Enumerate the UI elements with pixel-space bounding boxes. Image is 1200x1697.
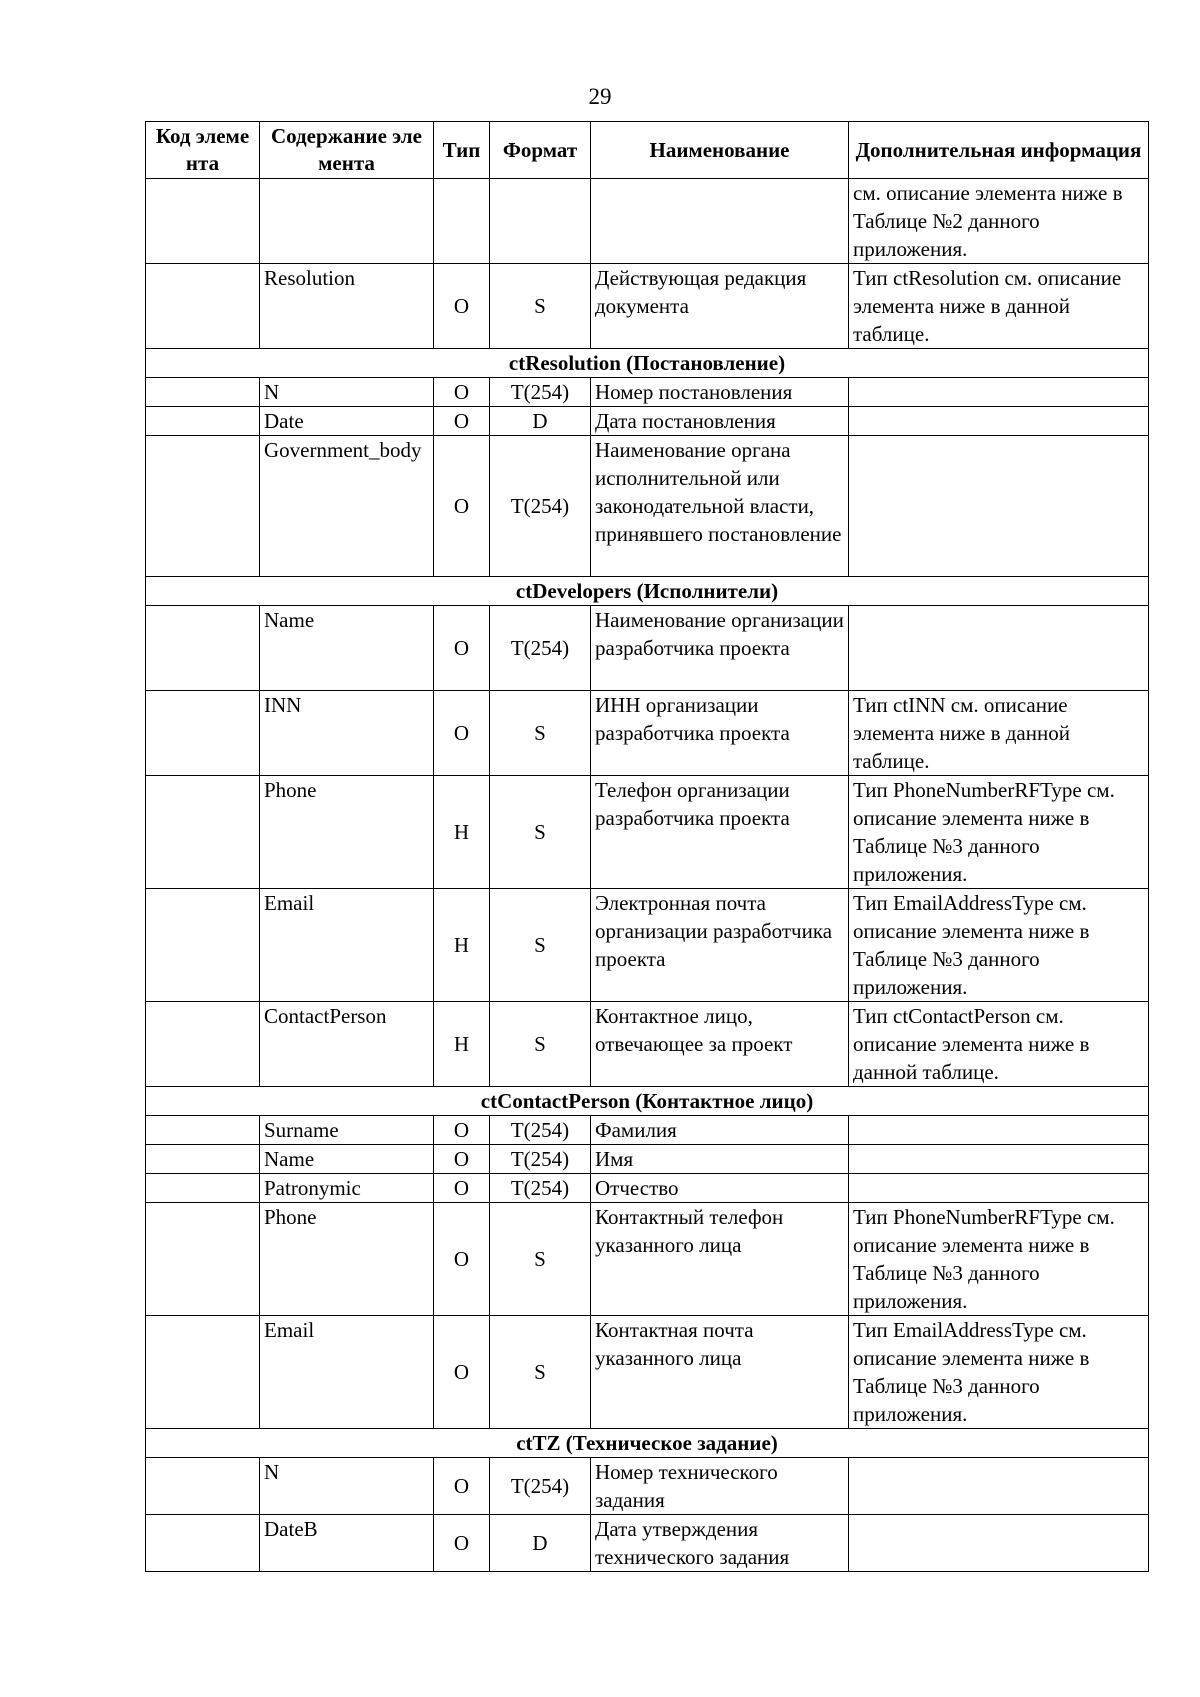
cell-format: S <box>490 776 591 889</box>
cell-type: О <box>434 1116 490 1145</box>
cell-name: Действующая редакция документа <box>591 264 849 349</box>
table-row <box>146 1174 1149 1203</box>
cell-element-code <box>146 378 260 407</box>
cell-name: Контактный телефон указанного лица <box>591 1203 849 1316</box>
cell-element-code <box>146 179 260 264</box>
cell-element-code <box>146 606 260 691</box>
cell-element-content: INN <box>260 691 434 776</box>
cell-element-content: Patronymic <box>260 1174 434 1203</box>
cell-name: Дата утверждения технического задания <box>591 1515 849 1572</box>
table-row <box>146 179 1149 264</box>
cell-element-code <box>146 1515 260 1572</box>
table-row <box>146 1116 1149 1145</box>
section-title: ctTZ (Техническое задание) <box>146 1429 1149 1458</box>
cell-format: T(254) <box>490 378 591 407</box>
cell-element-content: ContactPerson <box>260 1002 434 1087</box>
cell-element-code <box>146 1116 260 1145</box>
cell-element-content: Date <box>260 407 434 436</box>
table-row <box>146 407 1149 436</box>
cell-element-content: Government_body <box>260 436 434 577</box>
cell-format: S <box>490 691 591 776</box>
cell-name: Дата постановления <box>591 407 849 436</box>
section-header-row <box>146 1087 1149 1116</box>
cell-element-content: Email <box>260 1316 434 1429</box>
table-row <box>146 776 1149 889</box>
cell-element-code <box>146 407 260 436</box>
cell-name: Имя <box>591 1145 849 1174</box>
cell-type: О <box>434 1174 490 1203</box>
cell-format: T(254) <box>490 1174 591 1203</box>
table-row <box>146 1458 1149 1515</box>
header-format: Формат <box>490 122 591 179</box>
section-title: ctDevelopers (Исполнители) <box>146 577 1149 606</box>
cell-format: T(254) <box>490 1458 591 1515</box>
header-name: Наименование <box>591 122 849 179</box>
cell-name: Наименование органа исполнительной или законодательной власти, принявшего постановление <box>591 436 849 577</box>
cell-element-code <box>146 776 260 889</box>
cell-additional-info: Тип PhoneNumberRFType см. описание элемента ниже в Таблице №3 данного приложения. <box>849 1203 1149 1316</box>
cell-additional-info <box>849 606 1149 691</box>
cell-element-code <box>146 1316 260 1429</box>
cell-format: S <box>490 264 591 349</box>
cell-additional-info <box>849 378 1149 407</box>
cell-type: Н <box>434 776 490 889</box>
cell-additional-info <box>849 1174 1149 1203</box>
cell-element-content: Name <box>260 606 434 691</box>
cell-name: Контактная почта указанного лица <box>591 1316 849 1429</box>
cell-element-content: N <box>260 378 434 407</box>
section-title: ctResolution (Постановление) <box>146 349 1149 378</box>
cell-format: S <box>490 1002 591 1087</box>
cell-additional-info <box>849 1458 1149 1515</box>
cell-additional-info: Тип ctContactPerson см. описание элемента ниже в данной таблице. <box>849 1002 1149 1087</box>
element-specification-table <box>145 121 1149 1572</box>
cell-name: Электронная почта организации разработчика проекта <box>591 889 849 1002</box>
table-body <box>146 179 1149 1572</box>
cell-type: О <box>434 1316 490 1429</box>
cell-additional-info: Тип ctINN см. описание элемента ниже в данной таблице. <box>849 691 1149 776</box>
cell-type: Н <box>434 1002 490 1087</box>
table-row <box>146 1145 1149 1174</box>
header-element-code: Код элемента <box>146 122 260 179</box>
cell-element-code <box>146 436 260 577</box>
cell-element-content <box>260 179 434 264</box>
cell-name: Номер постановления <box>591 378 849 407</box>
cell-element-content: DateB <box>260 1515 434 1572</box>
table-row <box>146 1002 1149 1087</box>
cell-name: Наименование организации разработчика проекта <box>591 606 849 691</box>
cell-name: Номер технического задания <box>591 1458 849 1515</box>
cell-additional-info: см. описание элемента ниже в Таблице №2 данного приложения. <box>849 179 1149 264</box>
cell-type: Н <box>434 889 490 1002</box>
section-header-row <box>146 577 1149 606</box>
cell-format: T(254) <box>490 606 591 691</box>
cell-element-content: N <box>260 1458 434 1515</box>
cell-element-content: Name <box>260 1145 434 1174</box>
cell-format: S <box>490 889 591 1002</box>
cell-name: Телефон организации разработчика проекта <box>591 776 849 889</box>
cell-name: Фамилия <box>591 1116 849 1145</box>
table-header <box>146 122 1149 179</box>
cell-element-content: Email <box>260 889 434 1002</box>
cell-element-code <box>146 889 260 1002</box>
cell-name: ИНН организации разработчика проекта <box>591 691 849 776</box>
table-row <box>146 889 1149 1002</box>
cell-additional-info <box>849 1145 1149 1174</box>
cell-element-content: Phone <box>260 776 434 889</box>
cell-format: D <box>490 1515 591 1572</box>
header-additional-info: Дополнительная информация <box>849 122 1149 179</box>
cell-type <box>434 179 490 264</box>
cell-format: S <box>490 1316 591 1429</box>
cell-type: О <box>434 1145 490 1174</box>
table-row <box>146 264 1149 349</box>
cell-type: О <box>434 264 490 349</box>
cell-type: О <box>434 1203 490 1316</box>
cell-element-code <box>146 1002 260 1087</box>
cell-format: T(254) <box>490 1116 591 1145</box>
header-element-content: Содержание элемента <box>260 122 434 179</box>
cell-additional-info <box>849 1116 1149 1145</box>
cell-format <box>490 179 591 264</box>
cell-type: О <box>434 606 490 691</box>
section-title: ctContactPerson (Контактное лицо) <box>146 1087 1149 1116</box>
table-row <box>146 606 1149 691</box>
header-type: Тип <box>434 122 490 179</box>
section-header-row <box>146 1429 1149 1458</box>
cell-format: S <box>490 1203 591 1316</box>
cell-type: О <box>434 1458 490 1515</box>
cell-type: О <box>434 407 490 436</box>
cell-additional-info: Тип EmailAddressType см. описание элемента ниже в Таблице №3 данного приложения. <box>849 1316 1149 1429</box>
cell-element-content: Surname <box>260 1116 434 1145</box>
cell-type: О <box>434 436 490 577</box>
cell-additional-info: Тип PhoneNumberRFType см. описание элемента ниже в Таблице №3 данного приложения. <box>849 776 1149 889</box>
cell-name: Контактное лицо, отвечающее за проект <box>591 1002 849 1087</box>
section-header-row <box>146 349 1149 378</box>
cell-element-code <box>146 1145 260 1174</box>
page-number: 29 <box>588 84 612 109</box>
cell-element-code <box>146 264 260 349</box>
cell-type: О <box>434 378 490 407</box>
cell-additional-info <box>849 436 1149 577</box>
cell-additional-info: Тип EmailAddressType см. описание элемента ниже в Таблице №3 данного приложения. <box>849 889 1149 1002</box>
cell-element-content: Phone <box>260 1203 434 1316</box>
table-row <box>146 1316 1149 1429</box>
cell-element-code <box>146 1203 260 1316</box>
table-row <box>146 1515 1149 1572</box>
cell-element-content: Resolution <box>260 264 434 349</box>
cell-additional-info <box>849 1515 1149 1572</box>
cell-additional-info: Тип ctResolution см. описание элемента ниже в данной таблице. <box>849 264 1149 349</box>
cell-additional-info <box>849 407 1149 436</box>
cell-name <box>591 179 849 264</box>
cell-format: T(254) <box>490 1145 591 1174</box>
table-row <box>146 691 1149 776</box>
cell-type: О <box>434 691 490 776</box>
cell-format: T(254) <box>490 436 591 577</box>
table-row <box>146 436 1149 577</box>
cell-format: D <box>490 407 591 436</box>
cell-name: Отчество <box>591 1174 849 1203</box>
cell-element-code <box>146 1174 260 1203</box>
table-row <box>146 378 1149 407</box>
table-row <box>146 1203 1149 1316</box>
cell-element-code <box>146 691 260 776</box>
table-header-row <box>146 122 1149 179</box>
cell-element-code <box>146 1458 260 1515</box>
cell-type: О <box>434 1515 490 1572</box>
